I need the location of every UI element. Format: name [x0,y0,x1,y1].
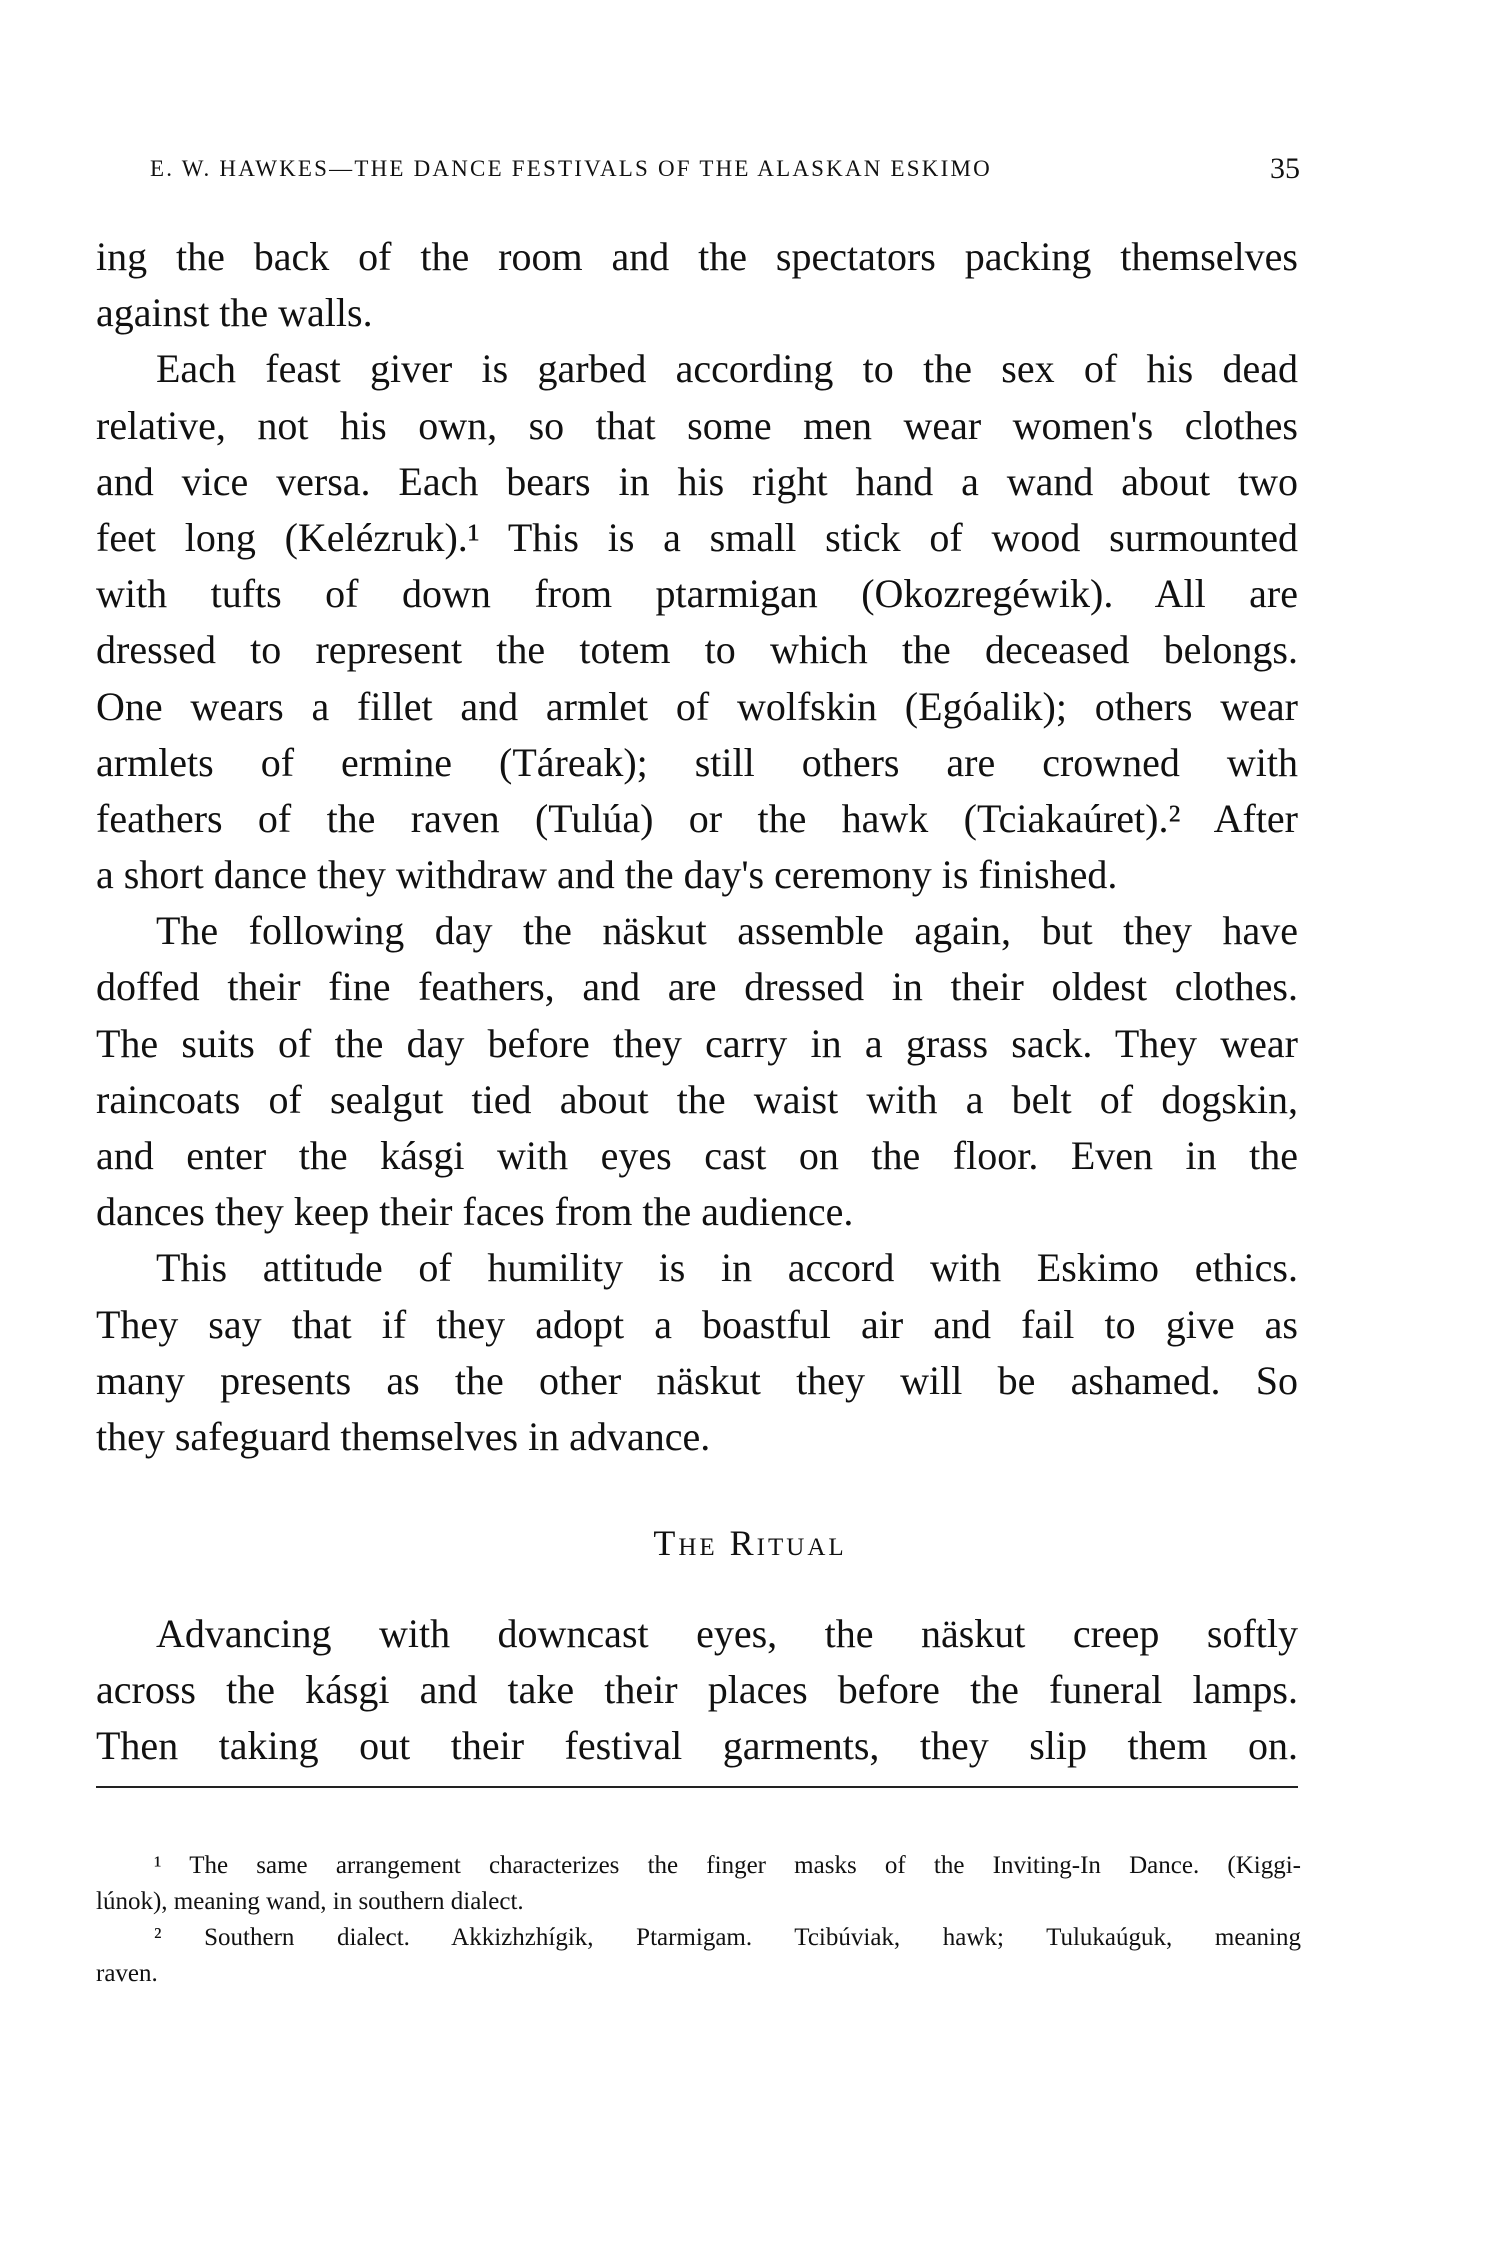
text-line: dances they keep their faces from the audience. [96,1189,854,1235]
text-line: dressed to represent the totem to which the deceased belongs. [96,627,1298,673]
page-number: 35 [1270,152,1300,185]
footnote-line: ¹ The same arrangement characterizes the finger masks of the Inviting-In Dance. (Kiggi- [154,1852,1301,1879]
section-heading: The Ritual [653,1523,847,1563]
body-text-ritual [96,1606,1298,1775]
text-line: They say that if they adopt a boastful air and fail to give as [96,1301,1298,1347]
text-line: with tufts of down from ptarmigan (Okozregéwik). All are [96,571,1298,617]
footnote-line: raven. [96,1960,158,1987]
text-line: and vice versa. Each bears in his right hand a wand about two [96,458,1298,504]
text-line: Each feast giver is garbed according to the sex of his dead [156,346,1298,392]
text-line: and enter the kásgi with eyes cast on the floor. Even in the [96,1133,1298,1178]
text-line: Advancing with downcast eyes, the näskut creep softly [156,1611,1298,1656]
text-line: Then taking out their festival garments, they slip them on. [96,1723,1298,1769]
text-line: a short dance they withdraw and the day's ceremony is finished. [96,852,1118,898]
text-line: relative, not his own, so that some men wear women's clothes [96,402,1298,448]
text-line: This attitude of humility is in accord with Eskimo ethics. [156,1245,1298,1291]
text-line: many presents as the other näskut they will be ashamed. So [96,1357,1298,1403]
text-line: feathers of the raven (Tulúa) or the hawk (Tciakaúret).² After [96,795,1298,841]
text-line: they safeguard themselves in advance. [96,1413,711,1459]
footnote-divider [96,1786,1298,1788]
footnote-line: lúnok), meaning wand, in southern dialect. [96,1888,524,1915]
running-header [150,152,1300,188]
footnotes [96,1848,1301,1992]
text-line: One wears a fillet and armlet of wolfskin (Egóalik); others wear [96,683,1298,729]
text-line: The suits of the day before they carry in a grass sack. They wear [96,1020,1298,1066]
text-line: feet long (Kelézruk).¹ This is a small stick of wood surmounted [96,514,1298,560]
text-line: ing the back of the room and the spectators packing themselves [96,234,1298,279]
text-line: doffed their fine feathers, and are dressed in their oldest clothes. [96,964,1298,1010]
running-title: E. W. HAWKES—THE DANCE FESTIVALS OF THE ALASKAN ESKIMO [150,156,992,181]
text-line: armlets of ermine (Táreak); still others are crowned with [96,739,1298,785]
text-line: across the kásgi and take their places before the funeral lamps. [96,1667,1298,1713]
text-line: The following day the näskut assemble again, but they have [156,908,1298,954]
text-line: against the walls. [96,290,373,336]
footnote-line: ² Southern dialect. Akkizhzhígik, Ptarmigam. Tcibúviak, hawk; Tulukaúguk, meaning [154,1924,1301,1951]
body-text-main [96,229,1298,1465]
text-line: raincoats of sealgut tied about the waist with a belt of dogskin, [96,1076,1298,1122]
